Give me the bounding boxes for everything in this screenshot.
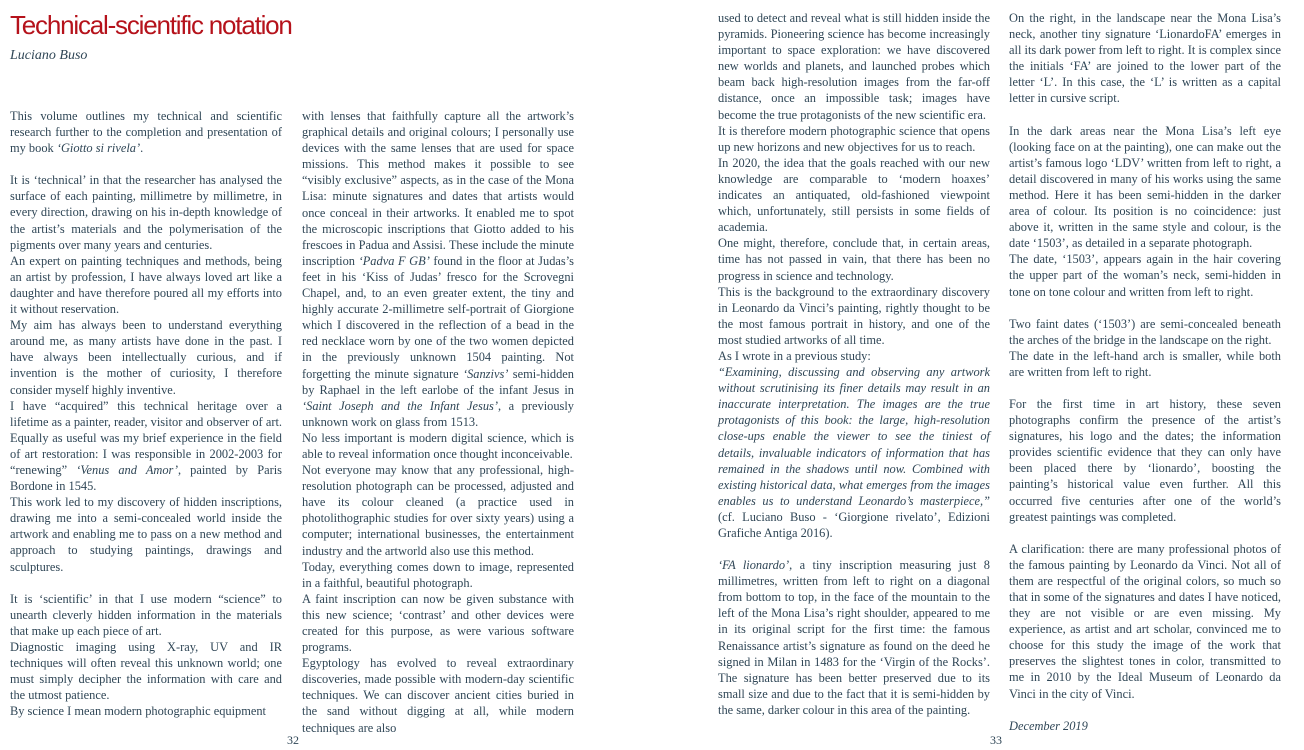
paragraph: As I wrote in a previous study: xyxy=(718,348,871,363)
paragraph: An expert on painting techniques and methods, being an artist by profession, I have always loved art like a daughter and have therefore poured all my efforts into it without reservation. xyxy=(10,253,282,317)
text-column-4 xyxy=(1009,10,1281,734)
paragraph: Two faint dates (‘1503’) are semi-concealed beneath the arches of the bridge in the landscape on the right. xyxy=(1009,316,1281,347)
paragraph: This work led to my discovery of hidden inscriptions, drawing me into a semi-concealed world inside the artwork and enabling me to pass on a new method and approach to studying paintings, drawings and sculptures. xyxy=(10,495,282,574)
paragraph: For the first time in art history, these seven photographs confirm the presence of the artist’s signatures, his logo and the dates; the information provides scientific evidence that they can only have been placed there by ‘lionardo’, boosting the painting’s historical value even further. All this occurred five centuries after one of the world’s greatest paintings was completed. xyxy=(1009,396,1281,524)
page-number: 32 xyxy=(287,733,299,747)
paragraph: My aim has always been to understand everything around me, as many artists have done in the past. I have always been intellectually curious, and if invention is the mother of curiosity, I therefore consider myself highly inventive. xyxy=(10,318,282,397)
paragraph: It is ‘technical’ in that the researcher has analysed the surface of each painting, millimetre by millimetre, in every direction, drawing on his in-depth knowledge of the artist’s materials and the polymerisation of the pigments over many years and centuries. xyxy=(10,173,282,252)
paragraph: The date in the left-hand arch is smaller, while both are written from left to right. xyxy=(1009,348,1281,379)
paragraph: No less important is modern digital science, which is able to reveal information once thought inconceivable. xyxy=(302,430,574,461)
author-name: Luciano Buso xyxy=(10,48,88,63)
paragraph: I have “acquired” this technical heritage over a lifetime as a painter, reader, visitor and observer of art. Equally as useful was my brief experience in the field of art restoration: I was responsible in 2002-2003 for “renewing” ‘Venus and Amor’, painted by Paris Bordone in 1545. xyxy=(10,398,283,494)
paragraph: It is therefore modern photographic science that opens up new horizons and new objectives for us to reach. xyxy=(718,123,990,154)
quotation: “Examining, discussing and observing any artwork without scrutinising its finer details may result in an inaccurate interpretation. The images are the true protagonists of this book: the large, high-resolution close-ups enable the viewer to see the tiniest of details, invaluable indicators of information that has remained in the shadows until now. Combined with existing historical data, what emerges from the images enables us to understand Leonardo’s masterpiece,” (cf. Luciano Buso - ‘Giorgione rivelato’, Edizioni Grafiche Antiga 2016). xyxy=(718,365,990,540)
text-column-2 xyxy=(302,108,574,736)
right-page xyxy=(652,0,1304,750)
paragraph: This is the background to the extraordinary discovery in Leonardo da Vinci’s painting, rightly thought to be the most famous portrait in history, and one of the most studied artworks of all time. xyxy=(718,284,990,347)
paragraph: By science I mean modern photographic equipment xyxy=(10,704,266,719)
paragraph: with lenses that faithfully capture all the artwork’s graphical details and original colours; I personally use devices with the same lenses that are used for space missions. This method makes it possible to see “visibly exclusive” aspects, as in the case of the Mona Lisa: minute signatures and dates that artists would once conceal in their artworks. It enabled me to spot the microscopic inscriptions that Giotto added to his frescoes in Padua and Assisi. These include the minute inscription ‘Padva F GB’ found in the floor at Judas’s feet in his ‘Kiss of Judas’ fresco for the Scrovegni Chapel, and, to an even greater extent, the tiny and highly accurate 2-millimetre self-portrait of Giorgione which I discovered in the reflection of a bead in the red necklace worn by one of the two women depicted in the previously unknown 1504 painting. Not forgetting the minute signature ‘Sanzivs’ semi-hidden by Raphael in the left earlobe of the infant Jesus in ‘Saint Joseph and the Infant Jesus’, a previously unknown work on glass from 1513. xyxy=(302,109,574,429)
paragraph: It is ‘scientific’ in that I use modern “science” to unearth cleverly hidden information in the materials that make up each piece of art. xyxy=(10,591,282,638)
paragraph: used to detect and reveal what is still hidden inside the pyramids. Pioneering science has become increasingly important to space exploration: we have discovered new worlds and planets, and launched probes which beam back high-resolution images from the far-off distance, once an impossible task; images have become the true protagonists of the new scientific era. xyxy=(718,11,990,122)
text-column-3 xyxy=(718,10,990,718)
paragraph: On the right, in the landscape near the Mona Lisa’s neck, another tiny signature ‘LionardoFA’ emerges in all its dark power from left to right. It is complex since the initials ‘FA’ are joined to the lower part of the letter ‘L’. In this case, the ‘L’ is written as a capital letter in cursive script. xyxy=(1009,11,1281,106)
page-number: 33 xyxy=(990,733,1002,747)
text-column-1 xyxy=(10,108,282,719)
paragraph: This volume outlines my technical and scientific research further to the completion and presentation of my book ‘Giotto si rivela’. xyxy=(10,109,282,156)
paragraph: A clarification: there are many professional photos of the famous painting by Leonardo da Vinci. Not all of them are respectful of the original colors, so much so that in some of the signatures and dates I have noticed, they are not visible or are even missing. My experience, as artist and art scholar, convinced me to choose for this study the image of the work that preserves the slightest tones in color, transmitted to me in 2010 by the Ideal Museum of Leonardo da Vinci in the city of Vinci. xyxy=(1009,541,1281,701)
paragraph: In 2020, the idea that the goals reached with our new knowledge are comparable to ‘modern hoaxes’ indicates an antiquated, old-fashioned viewpoint which, unfortunately, still persists in some fields of academia. xyxy=(718,155,990,235)
paragraph: A faint inscription can now be given substance with this new science; ‘contrast’ and other devices were created for this purpose, as were various software programs. xyxy=(302,591,574,655)
paragraph: Today, everything comes down to image, represented in a faithful, beautiful photograph. xyxy=(302,559,574,590)
paragraph: Egyptology has evolved to reveal extraordinary discoveries, made possible with modern-day scientific techniques. We can discover ancient cities buried in the sand without digging at all, while modern techniques are also xyxy=(302,656,574,735)
article-title: Technical-scientific notation xyxy=(10,10,292,40)
paragraph: ‘FA lionardo’, a tiny inscription measuring just 8 millimetres, written from left to right on a diagonal from bottom to top, in the face of the mountain to the left of the Mona Lisa’s right shoulder, appeared to me in its original script for the first time: the famous Renaissance artist’s signature as found on the deed he signed in Milan in 1483 for the ‘Virgin of the Rocks’. The signature has been better preserved due to its small size and due to the fact that it is semi-hidden by the same, darker colour in this area of the painting. xyxy=(718,558,991,717)
signoff-date: December 2019 xyxy=(1009,718,1088,733)
paragraph: Not everyone may know that any professional, high-resolution photograph can be processed, adjusted and have its colour cleaned (a practice used in photolithographic studies for over sixty years) using a computer; international businesses, the entertainment industry and the artworld also use this method. xyxy=(302,463,574,558)
paragraph: One might, therefore, conclude that, in certain areas, time has not passed in vain, that there has been no progress in science and technology. xyxy=(718,236,990,283)
paragraph: In the dark areas near the Mona Lisa’s left eye (looking face on at the painting), one can make out the artist’s famous logo ‘LDV’ written from left to right, a detail discovered in many of his works using the same method. Here it has been semi-hidden in the darker area of colour. Its position is no coincidence: just above it, written in the same style and colour, is the date ‘1503’, as detailed in a separate photograph. xyxy=(1009,123,1281,251)
paragraph: The date, ‘1503’, appears again in the hair covering the upper part of the woman’s neck, semi-hidden in tone on tone colour and written from left to right. xyxy=(1009,252,1281,299)
paragraph: Diagnostic imaging using X-ray, UV and IR techniques will often reveal this unknown world; one must simply decipher the information with care and the utmost patience. xyxy=(10,639,282,703)
